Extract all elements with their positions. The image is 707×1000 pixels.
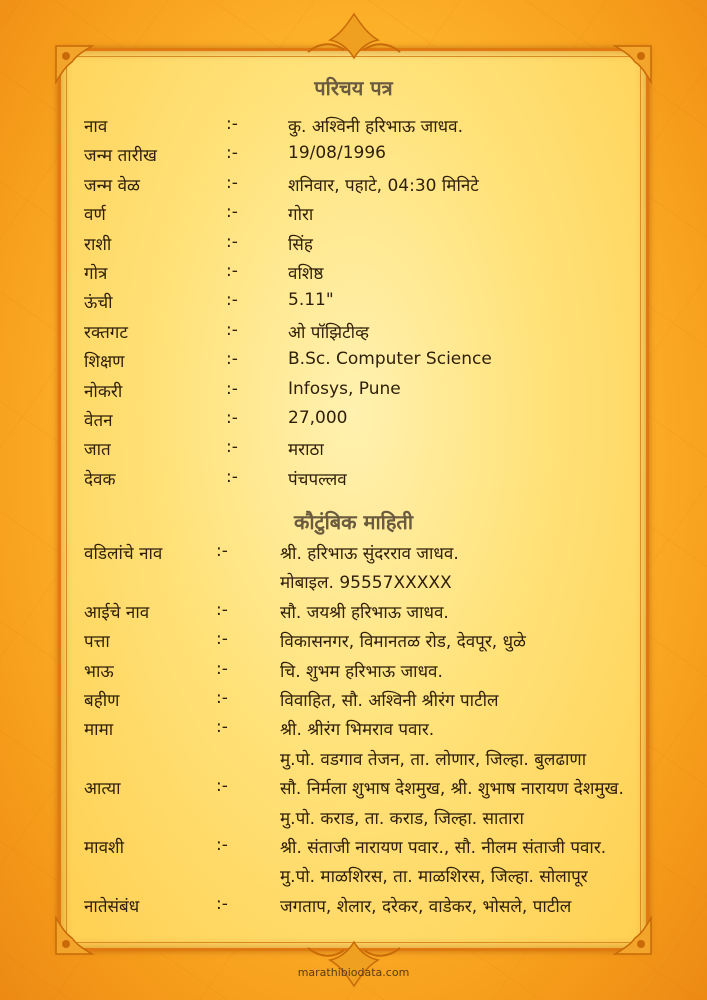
field-value: श्री. हरिभाऊ सुंदरराव जाधव.: [280, 544, 459, 564]
field-label: नोकरी: [84, 381, 123, 402]
field-value: 5.11": [288, 290, 334, 311]
field-label: वर्ण: [84, 205, 106, 226]
field-label: वडिलांचे नाव: [84, 544, 163, 564]
field-value: श्री. संताजी नारायण पवार., सौ. नीलम संताजी पवार.: [280, 838, 607, 858]
field-value: सौ. निर्मला शुभाष देशमुख, श्री. शुभाष नारायण देशमुख.: [280, 779, 624, 800]
field-value: Infosys, Pune: [288, 378, 401, 399]
info-row: [0, 717, 707, 741]
field-separator: :-: [216, 835, 228, 855]
field-value: सिंह: [288, 234, 313, 255]
field-label: आईचे नाव: [84, 602, 150, 623]
field-separator: :-: [216, 599, 228, 620]
field-value: ओ पॉझिटीव्ह: [288, 322, 370, 343]
field-value: श्री. श्रीरंग भिमराव पवार.: [280, 720, 435, 741]
field-value: 19/08/1996: [288, 143, 386, 164]
field-label: ऊंची: [84, 293, 113, 314]
field-value: मराठा: [288, 440, 324, 461]
website-footer: marathibiodata.com: [297, 966, 410, 979]
field-separator: :-: [226, 349, 238, 370]
field-value: B.Sc. Computer Science: [288, 349, 492, 370]
field-separator: :-: [226, 378, 238, 399]
info-row: [0, 408, 707, 432]
field-label: मामा: [84, 720, 114, 741]
field-value: विकासनगर, विमानतळ रोड, देवपूर, धुळे: [280, 632, 526, 653]
field-separator: :-: [226, 202, 238, 223]
field-label: रक्तगट: [84, 322, 128, 343]
field-label: जात: [84, 440, 111, 461]
field-label: आत्या: [84, 779, 121, 800]
info-row: [0, 467, 707, 491]
info-row: [0, 143, 707, 167]
field-separator: :-: [216, 893, 228, 914]
top-ornament-icon: [300, 12, 408, 62]
field-label: नातेसंबंध: [84, 896, 140, 917]
field-separator: :-: [216, 776, 228, 797]
info-row: [0, 320, 707, 344]
info-row: [0, 541, 707, 565]
bottom-ornament-icon: [300, 938, 408, 988]
info-row: [0, 806, 707, 830]
info-row: [0, 290, 707, 314]
field-value: मोबाइल. 95557XXXXX: [280, 573, 452, 594]
field-separator: :-: [226, 466, 238, 487]
field-value: पंचपल्लव: [288, 469, 347, 490]
info-row: [0, 600, 707, 624]
info-row: [0, 688, 707, 712]
field-separator: :-: [216, 717, 228, 738]
field-value: सौ. जयश्री हरिभाऊ जाधव.: [280, 602, 449, 623]
field-value: वशिष्ठ: [288, 264, 324, 284]
info-row: [0, 349, 707, 373]
info-row: [0, 379, 707, 403]
field-label: गोत्र: [84, 264, 108, 284]
field-separator: :-: [226, 143, 238, 164]
info-row: [0, 261, 707, 285]
field-value: मु.पो. वडगाव तेजन, ता. लोणार, जिल्हा. बुलढाणा: [280, 749, 587, 770]
field-separator: :-: [226, 231, 238, 252]
family-section-title: कौटुंबिक माहिती: [293, 510, 414, 534]
field-value: चि. शुभम हरिभाऊ जाधव.: [280, 661, 443, 682]
field-separator: :-: [226, 319, 238, 340]
field-separator: :-: [216, 541, 228, 561]
info-row: [0, 114, 707, 138]
field-separator: :-: [226, 437, 238, 458]
field-separator: :-: [216, 629, 228, 650]
field-value: मु.पो. माळशिरस, ता. माळशिरस, जिल्हा. सोलापूर: [280, 867, 588, 888]
field-label: नाव: [84, 117, 108, 137]
info-row: [0, 437, 707, 461]
field-label: जन्म वेळ: [84, 175, 140, 196]
field-value: मु.पो. कराड, ता. कराड, जिल्हा. सातारा: [280, 808, 524, 829]
field-label: वेतन: [84, 411, 113, 431]
field-label: पत्ता: [84, 632, 110, 653]
field-label: भाऊ: [84, 661, 114, 682]
field-label: देवक: [84, 469, 116, 490]
field-label: मावशी: [84, 838, 124, 858]
field-separator: :-: [226, 261, 238, 281]
info-row: [0, 629, 707, 653]
field-separator: :-: [226, 290, 238, 311]
info-row: [0, 173, 707, 197]
field-value: जगताप, शेलार, दरेकर, वाडेकर, भोसले, पाटील: [280, 896, 572, 917]
info-row: [0, 570, 707, 594]
field-value: शनिवार, पहाटे, 04:30 मिनिटे: [288, 175, 479, 196]
info-row: [0, 202, 707, 226]
field-value: 27,000: [288, 408, 348, 428]
document-title: परिचय पत्र: [314, 76, 393, 100]
field-separator: :-: [226, 408, 238, 428]
field-label: जन्म तारीख: [84, 146, 157, 167]
field-label: राशी: [84, 234, 112, 255]
field-value: विवाहित, सौ. अश्विनी श्रीरंग पाटील: [280, 691, 499, 711]
info-row: [0, 864, 707, 888]
info-row: [0, 232, 707, 256]
field-separator: :-: [216, 688, 228, 708]
info-row: [0, 894, 707, 918]
field-separator: :-: [226, 114, 238, 134]
field-separator: :-: [216, 658, 228, 679]
info-row: [0, 659, 707, 683]
info-row: [0, 835, 707, 859]
info-row: [0, 747, 707, 771]
info-row: [0, 776, 707, 800]
field-label: बहीण: [84, 691, 120, 711]
field-value: गोरा: [288, 205, 314, 226]
field-label: शिक्षण: [84, 352, 125, 373]
field-separator: :-: [226, 172, 238, 193]
field-value: कु. अश्विनी हरिभाऊ जाधव.: [288, 117, 463, 137]
